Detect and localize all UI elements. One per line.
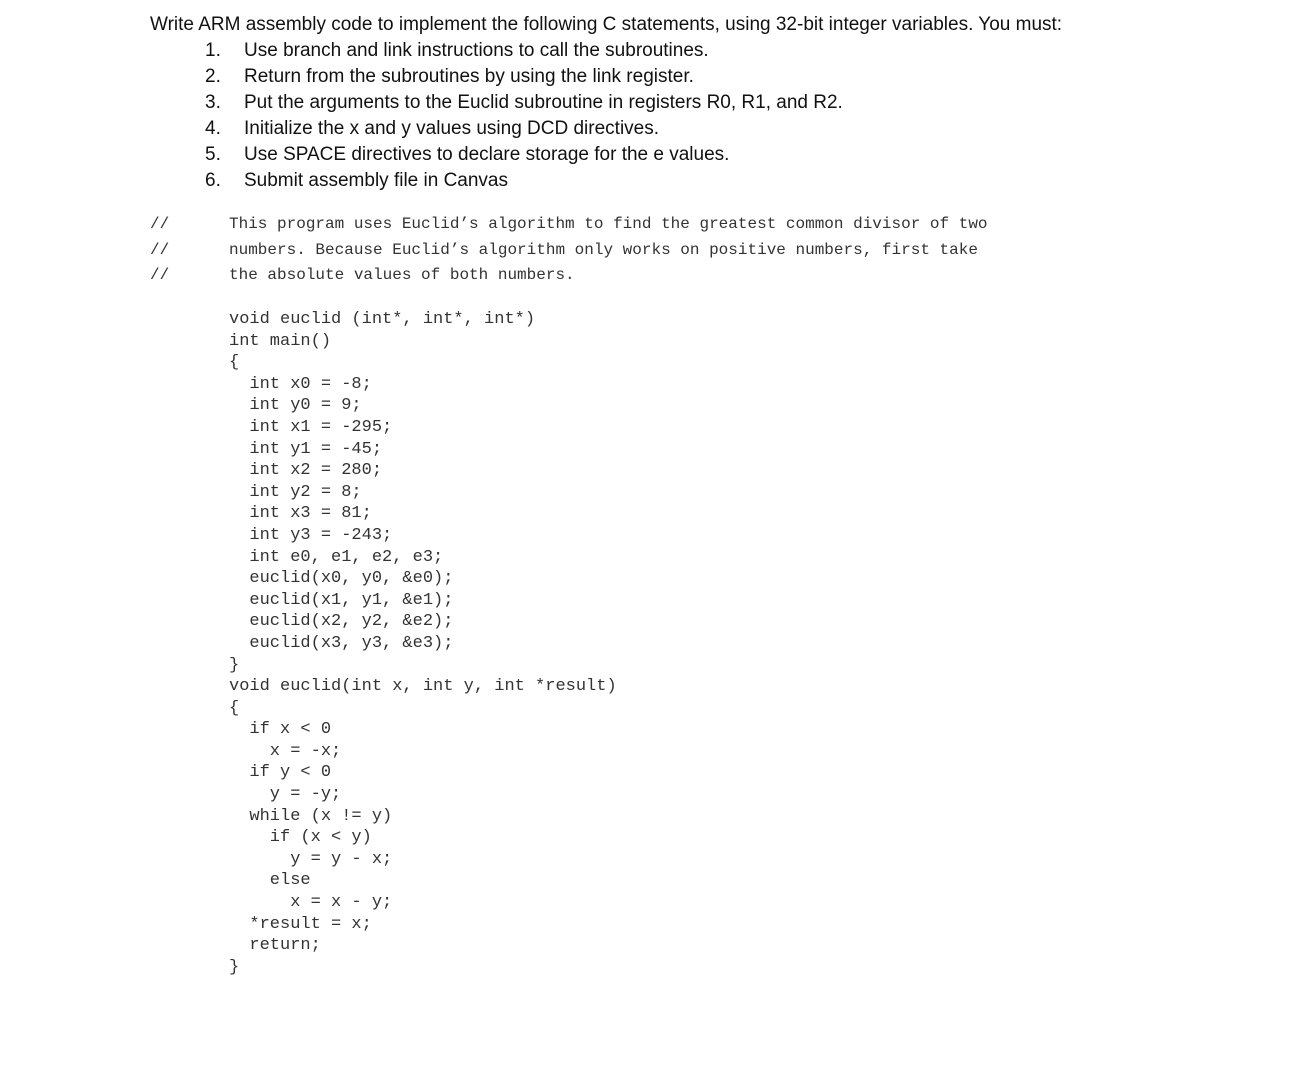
list-item-number: 5. xyxy=(205,144,221,165)
comment-prefix: // xyxy=(150,240,170,259)
code-line: int x0 = -8; xyxy=(229,374,372,394)
list-item xyxy=(205,142,843,168)
code-line: euclid(x0, y0, &e0); xyxy=(229,569,454,589)
requirements-list xyxy=(205,38,843,194)
code-line: y = y - x; xyxy=(229,849,393,869)
code-line: int x3 = 81; xyxy=(229,504,372,524)
code-line: if y < 0 xyxy=(229,763,332,783)
code-line: if (x < y) xyxy=(229,828,372,848)
code-line: if x < 0 xyxy=(229,720,332,740)
code-line: else xyxy=(229,871,311,891)
code-block xyxy=(229,309,617,978)
code-line: euclid(x3, y3, &e3); xyxy=(229,633,454,653)
list-item-text: Return from the subroutines by using the link register. xyxy=(244,66,694,87)
comment-prefix: // xyxy=(150,215,170,233)
code-line: void euclid (int*, int*, int*) xyxy=(229,310,536,329)
comment-prefix: // xyxy=(150,266,170,284)
list-item-number: 2. xyxy=(205,66,221,87)
code-line: int y2 = 8; xyxy=(229,482,362,502)
list-item xyxy=(205,90,843,116)
code-line: int main() xyxy=(229,331,332,351)
list-item-number: 6. xyxy=(205,170,221,191)
comment-line: This program uses Euclid’s algorithm to find the greatest common divisor of two xyxy=(229,215,988,233)
comment-line: numbers. Because Euclid’s algorithm only works on positive numbers, first take xyxy=(229,240,978,259)
code-line: int y0 = 9; xyxy=(229,396,362,416)
code-line: x = -x; xyxy=(229,741,342,761)
comment-line: the absolute values of both numbers. xyxy=(229,266,575,284)
code-line: int x1 = -295; xyxy=(229,417,393,437)
list-item-number: 4. xyxy=(205,118,221,139)
code-line: } xyxy=(229,957,240,977)
list-item-text: Submit assembly file in Canvas xyxy=(244,170,508,191)
code-line: } xyxy=(229,655,240,675)
list-item-text: Put the arguments to the Euclid subroutine in registers R0, R1, and R2. xyxy=(244,92,843,113)
code-line: void euclid(int x, int y, int *result) xyxy=(229,677,617,697)
list-item-text: Initialize the x and y values using DCD directives. xyxy=(244,118,660,139)
code-line: { xyxy=(229,353,240,373)
list-item xyxy=(205,38,843,64)
code-line: euclid(x1, y1, &e1); xyxy=(229,590,454,610)
list-item-text: Use branch and link instructions to call the subroutines. xyxy=(244,40,709,61)
list-item xyxy=(205,64,843,90)
list-item xyxy=(205,116,843,142)
code-line: return; xyxy=(229,936,321,956)
code-line: x = x - y; xyxy=(229,893,393,913)
code-line: int y3 = -243; xyxy=(229,525,393,545)
code-line: int y1 = -45; xyxy=(229,439,383,459)
list-item-number: 3. xyxy=(205,92,221,113)
code-line: while (x != y) xyxy=(229,806,393,826)
code-line: int e0, e1, e2, e3; xyxy=(229,547,444,567)
code-line: { xyxy=(229,698,240,718)
code-line: int x2 = 280; xyxy=(229,461,383,481)
code-line: euclid(x2, y2, &e2); xyxy=(229,612,454,632)
list-item-number: 1. xyxy=(205,40,221,61)
comment-prefix-column xyxy=(150,212,169,289)
code-line: *result = x; xyxy=(229,914,372,934)
list-item-text: Use SPACE directives to declare storage for the e values. xyxy=(244,144,730,165)
comment-block xyxy=(229,212,988,289)
list-item xyxy=(205,168,843,194)
assignment-intro: Write ARM assembly code to implement the following C statements, using 32-bit integer variables. You must: xyxy=(150,14,1063,35)
code-line: y = -y; xyxy=(229,785,342,805)
